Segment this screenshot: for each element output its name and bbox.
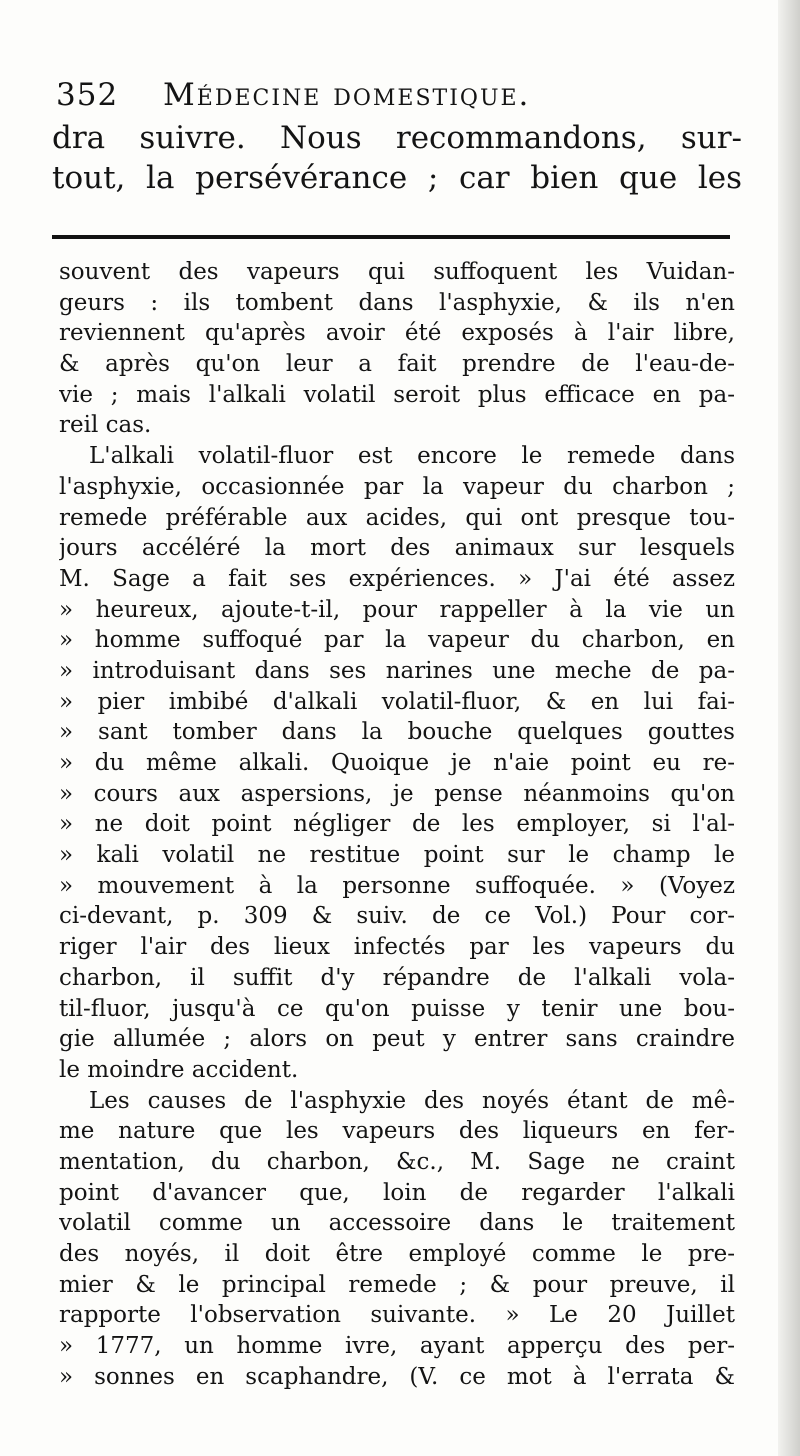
- page-header: [56, 74, 736, 116]
- footnote-line: l'asphyxie, occasionnée par la vapeur du charbon ;: [59, 473, 735, 500]
- footnote-line: remede préférable aux acides, qui ont presque tou-: [59, 504, 735, 531]
- footnote-line: reviennent qu'après avoir été exposés à l'air libre,: [59, 320, 735, 347]
- footnote-line: L'alkali volatil-fluor est encore le remede dans: [89, 443, 735, 470]
- footnote-line: » introduisant dans ses narines une meche de pa-: [59, 657, 735, 684]
- footnote-line: » 1777, un homme ivre, ayant apperçu des per-: [59, 1333, 735, 1360]
- footnote-line: » sonnes en scaphandre, (V. ce mot à l'errata &: [59, 1363, 735, 1390]
- footnote-rule: [52, 235, 730, 239]
- footnote-line: » sant tomber dans la bouche quelques gouttes: [59, 719, 735, 746]
- footnote-line: me nature que les vapeurs des liqueurs en fer-: [59, 1118, 735, 1145]
- page-edge-shadow: [778, 0, 800, 1456]
- footnote-line: » kali volatil ne restitue point sur le champ le: [59, 842, 735, 869]
- footnote-line: rapporte l'observation suivante. » Le 20 Juillet: [59, 1302, 735, 1329]
- footnote-line: jours accéléré la mort des animaux sur lesquels: [59, 535, 735, 562]
- footnote-text: [59, 257, 735, 1392]
- footnote-line: » homme suffoqué par la vapeur du charbon, en: [59, 627, 735, 654]
- footnote-line: » heureux, ajoute-t-il, pour rappeller à la vie un: [59, 596, 735, 623]
- footnote-line: » pier imbibé d'alkali volatil-fluor, & en lui fai-: [59, 688, 735, 715]
- footnote-line: geurs : ils tombent dans l'asphyxie, & ils n'en: [59, 289, 735, 316]
- running-title: Médecine domestique.: [163, 77, 531, 113]
- footnote-line: des noyés, il doit être employé comme le pre-: [59, 1241, 735, 1267]
- footnote-line: » du même alkali. Quoique je n'aie point eu re-: [59, 750, 735, 776]
- footnote-line: le moindre accident.: [59, 1056, 299, 1083]
- page-number: 352: [56, 77, 119, 113]
- footnote-line: » ne doit point négliger de les employer, si l'al-: [59, 811, 735, 838]
- footnote-line: til-fluor, jusqu'à ce qu'on puisse y tenir une bou-: [59, 995, 735, 1022]
- footnote-line: M. Sage a fait ses expériences. » J'ai été assez: [59, 565, 735, 592]
- main-text-line: tout, la persévérance ; car bien que les: [52, 160, 742, 196]
- footnote-line: gie allumée ; alors on peut y entrer sans craindre: [59, 1026, 735, 1053]
- main-text: [52, 118, 742, 198]
- footnote-line: reil cas.: [59, 412, 152, 439]
- footnote-line: » mouvement à la personne suffoquée. » (Voyez: [59, 872, 735, 899]
- footnote-line: Les causes de l'asphyxie des noyés étant de mê-: [89, 1087, 735, 1114]
- footnote-line: vie ; mais l'alkali volatil seroit plus efficace en pa-: [59, 381, 735, 408]
- footnote-line: volatil comme un accessoire dans le traitement: [59, 1210, 735, 1237]
- footnote-line: & après qu'on leur a fait prendre de l'eau-de-: [59, 351, 735, 378]
- footnote-line: riger l'air des lieux infectés par les vapeurs du: [59, 934, 735, 961]
- footnote-line: souvent des vapeurs qui suffoquent les Vuidan-: [59, 259, 735, 285]
- footnote-line: charbon, il suffit d'y répandre de l'alkali vola-: [59, 964, 735, 991]
- main-text-line: dra suivre. Nous recommandons, sur-: [52, 120, 742, 156]
- footnote-line: point d'avancer que, loin de regarder l'alkali: [59, 1179, 735, 1206]
- footnote-line: » cours aux aspersions, je pense néanmoins qu'on: [59, 780, 735, 807]
- footnote-line: mentation, du charbon, &c., M. Sage ne craint: [59, 1148, 735, 1175]
- footnote-line: ci-devant, p. 309 & suiv. de ce Vol.) Pour cor-: [59, 903, 735, 930]
- footnote-line: mier & le principal remede ; & pour preuve, il: [59, 1271, 735, 1298]
